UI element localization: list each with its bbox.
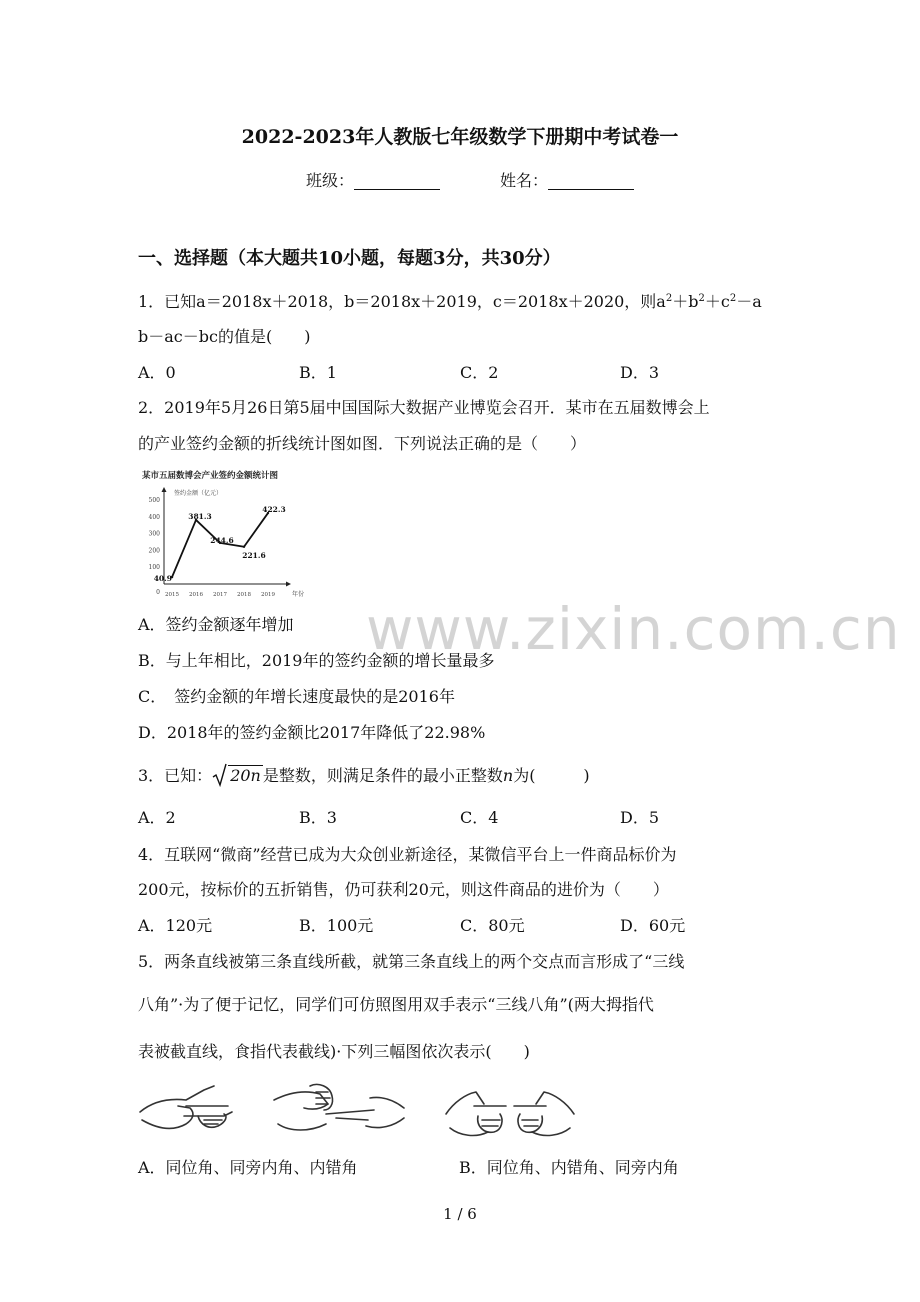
q1-text-end: －a	[736, 292, 762, 311]
q3-option-a[interactable]: A．2	[138, 808, 176, 827]
q3-variable: n	[502, 766, 514, 785]
q2-option-d[interactable]: D．2018年的签约金额比2017年降低了22.98%	[138, 723, 486, 742]
q4-line2: 200元，按标价的五折销售，仍可获利20元，则这件商品的进价为（ ）	[138, 880, 669, 899]
hands-figure-3	[440, 1080, 580, 1150]
q4-line1: 4．互联网“微商”经营已成为大众创业新途径，某微信平台上一件商品标价为	[138, 845, 677, 864]
class-field	[306, 168, 440, 191]
data-label: 221.6	[242, 550, 266, 560]
q1-text-a: 1．已知a＝2018x＋2018，b＝2018x＋2019，c＝2018x＋2020，则a	[138, 292, 666, 311]
y-tick-label: 300	[148, 530, 160, 538]
x-tick-label: 2018	[237, 592, 251, 598]
hands-figure-1	[138, 1080, 238, 1140]
x-tick-label: 2019	[261, 592, 275, 598]
data-label: 244.6	[210, 535, 234, 545]
q2-line2: 的产业签约金额的折线统计图如图．下列说法正确的是（ ）	[138, 434, 587, 453]
q4-option-d[interactable]: D．60元	[620, 916, 686, 935]
y-tick-label: 100	[148, 564, 160, 572]
q3-option-c[interactable]: C．4	[460, 808, 499, 827]
chart-xlabel: 年份	[292, 591, 305, 598]
q5-line2: 八角”·为了便于记忆，同学们可仿照图用双手表示“三线八角”(两大拇指代	[138, 995, 654, 1014]
page-number: 1 / 6	[443, 1205, 477, 1223]
q1-option-a[interactable]: A．0	[138, 363, 176, 382]
class-label: 班级：	[306, 171, 355, 190]
q1-option-d[interactable]: D．3	[620, 363, 660, 382]
q3-prefix: 3．已知：	[138, 766, 213, 785]
q1-line2: b－ac－bc的值是( )	[138, 327, 311, 346]
x-tick-label: 2016	[189, 592, 203, 598]
sqrt-expression	[212, 763, 263, 787]
chart-title: 某市五届数博会产业签约金额统计图	[142, 471, 279, 481]
q5-option-b[interactable]: B．同位角、内错角、同旁内角	[459, 1158, 679, 1177]
data-point	[243, 546, 245, 548]
q3-suffix-a: 是整数，则满足条件的最小正整数	[262, 766, 503, 785]
series-line	[172, 513, 268, 577]
data-label: 422.3	[262, 505, 286, 515]
q3-radicand: 20n	[230, 766, 261, 785]
q2-option-a[interactable]: A．签约金额逐年增加	[138, 615, 294, 634]
q1-option-c[interactable]: C．2	[460, 363, 499, 382]
line-chart	[140, 466, 310, 606]
chart-ylabel: 签约金额（亿元）	[174, 490, 223, 497]
y-tick-label: 200	[148, 547, 160, 555]
q1-option-b[interactable]: B．1	[299, 363, 337, 382]
q1-sup-c: 2	[729, 293, 737, 304]
name-field	[500, 168, 634, 191]
q1-sup-a: 2	[665, 293, 673, 304]
data-label: 381.3	[188, 511, 212, 521]
hands-figure-2	[270, 1080, 410, 1150]
q3-option-b[interactable]: B．3	[299, 808, 337, 827]
name-label: 姓名：	[500, 171, 549, 190]
y-tick-label: 0	[156, 589, 160, 596]
q1-line1	[138, 292, 762, 312]
class-blank[interactable]	[354, 171, 440, 190]
q2-line1: 2．2019年5月26日第5届中国国际大数据产业博览会召开．某市在五届数博会上	[138, 398, 710, 417]
q4-option-a[interactable]: A．120元	[138, 916, 213, 935]
x-axis-arrow-icon	[286, 582, 291, 587]
y-tick-label: 500	[148, 497, 160, 504]
q4-option-b[interactable]: B．100元	[299, 916, 374, 935]
q5-line1: 5．两条直线被第三条直线所截，就第三条直线上的两个交点而言形成了“三线	[138, 952, 685, 971]
radical-sign-icon	[212, 763, 228, 787]
q1-sup-b: 2	[698, 293, 705, 304]
watermark: www.zixin.com.cn	[366, 595, 901, 663]
section-heading: 一、选择题（本大题共10小题，每题3分，共30分）	[138, 248, 561, 269]
q3-suffix-b: 为( )	[513, 766, 590, 785]
q4-option-c[interactable]: C．80元	[460, 916, 525, 935]
page-title: 2022-2023年人教版七年级数学下册期中考试卷一	[241, 126, 679, 148]
q3-line	[138, 763, 590, 787]
chart-marks	[154, 505, 286, 583]
x-tick-label: 2017	[213, 592, 227, 598]
name-blank[interactable]	[548, 171, 634, 190]
data-label: 40.9	[153, 574, 172, 584]
q2-option-c[interactable]: C． 签约金额的年增长速度最快的是2016年	[138, 687, 455, 706]
q5-option-a[interactable]: A．同位角、同旁内角、内错角	[138, 1158, 358, 1177]
q2-option-b[interactable]: B．与上年相比，2019年的签约金额的增长量最多	[138, 651, 495, 670]
q1-text-c: ＋c	[704, 292, 730, 311]
q3-option-d[interactable]: D．5	[620, 808, 660, 827]
q5-line3: 表被截直线，食指代表截线)·下列三幅图依次表示( )	[138, 1042, 530, 1061]
y-axis-arrow-icon	[162, 487, 167, 492]
x-tick-label: 2015	[165, 592, 179, 598]
q1-text-b: ＋b	[672, 292, 699, 311]
y-tick-label: 400	[148, 513, 160, 521]
